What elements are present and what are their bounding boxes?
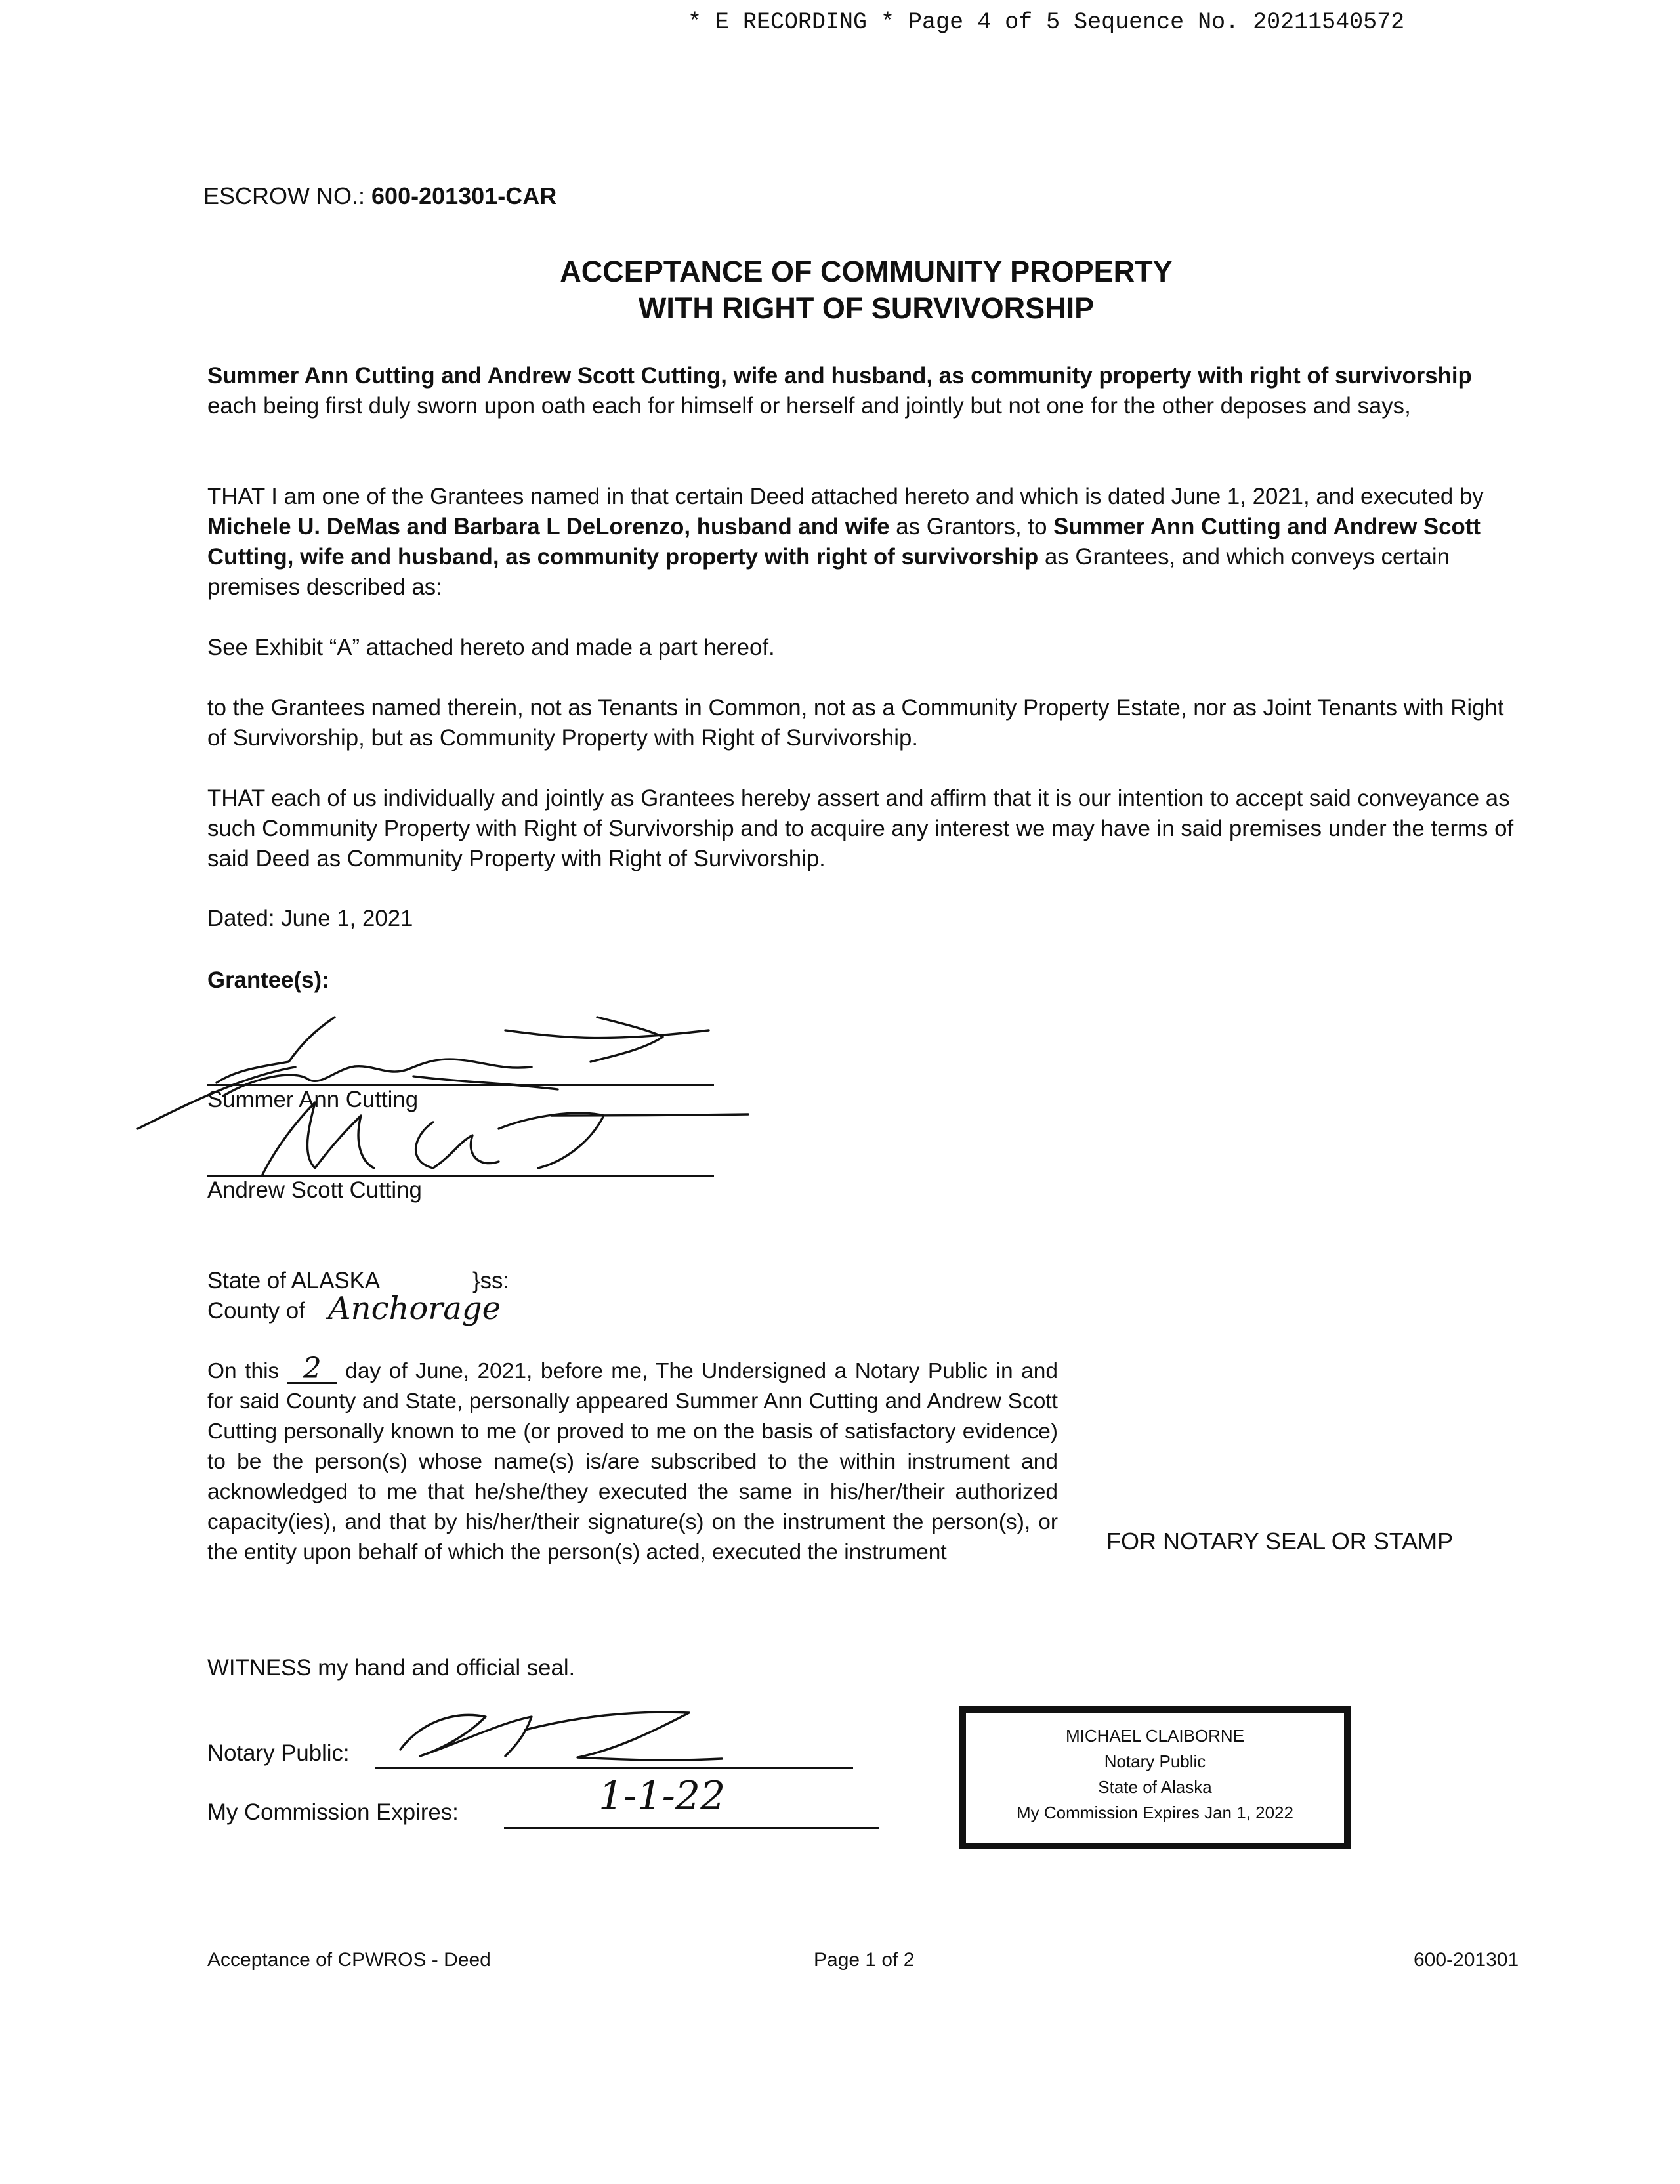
grantee-paragraph <box>207 482 1519 602</box>
signer-name-2: Andrew Scott Cutting <box>207 1177 422 1203</box>
notary-stamp <box>959 1706 1351 1849</box>
commission-label: My Commission Expires: <box>207 1799 459 1825</box>
intention-paragraph: THAT each of us individually and jointly as Grantees hereby assert and affirm that it is our intention to accept said conveyance as such Community Property with Right of Survivorship and to acquire any interest we may have in said premises under the terms of said Deed as Community Property with Right of Survivorship. <box>207 786 1514 872</box>
venue-ss: }ss: <box>472 1268 510 1293</box>
para2-text-3: as Grantees, and which conveys certain premises described as: <box>207 544 1450 600</box>
escrow-label: ESCROW NO.: <box>203 182 366 209</box>
signature-andrew-cutting <box>236 1089 761 1181</box>
escrow-number <box>203 182 556 210</box>
acknowledgment-text: day of June, 2021, before me, The Undersigned a Notary Public in and for said County and State, personally appeared Summer Ann Cutting and Andrew Scott Cutting personally known to me (or proved to me on the basis of satisfactory evidence) to be the person(s) whose name(s) is/are subscribed to the within instrument and acknowledged to me that he/she/they executed the same in his/her/their authorized capacity(ies), and that by his/her/their signature(s) on the instrument the person(s), or the entity upon behalf of which the person(s) acted, executed the instrument <box>207 1359 1058 1564</box>
acknowledgment-paragraph <box>207 1352 1058 1568</box>
signature-line-2 <box>207 1175 714 1177</box>
intro-text: each being first duly sworn upon oath each for himself or herself and jointly but not one for the other deposes and says, <box>207 393 1411 419</box>
commission-line <box>504 1827 879 1829</box>
recording-header: * E RECORDING * Page 4 of 5 Sequence No. 20211540572 <box>688 9 1405 35</box>
notary-signature-line <box>375 1767 853 1769</box>
footer-file-number: 600-201301 <box>1414 1949 1519 1971</box>
signer-name-1: Summer Ann Cutting <box>207 1087 419 1112</box>
notary-signature <box>381 1697 748 1769</box>
para2-text-2: as Grantors, to <box>889 514 1054 539</box>
grantees-label: Grantee(s): <box>207 967 329 993</box>
para2-text-1: THAT I am one of the Grantees named in that certain Deed attached hereto and which is dated June 1, 2021, and executed by <box>207 484 1484 509</box>
document-title <box>0 253 1680 327</box>
day-handwritten: 2 <box>287 1356 337 1384</box>
exhibit-paragraph: See Exhibit “A” attached hereto and made a part hereof. <box>207 635 775 660</box>
stamp-state: State of Alaska <box>1098 1777 1212 1797</box>
stamp-title: Notary Public <box>1104 1752 1206 1771</box>
dated-line: Dated: June 1, 2021 <box>207 906 413 931</box>
title-line-1: ACCEPTANCE OF COMMUNITY PROPERTY <box>560 255 1173 288</box>
escrow-value: 600-201301-CAR <box>371 182 557 209</box>
stamp-expires: My Commission Expires Jan 1, 2022 <box>1017 1803 1293 1822</box>
notary-public-label: Notary Public: <box>207 1740 350 1766</box>
witness-line: WITNESS my hand and official seal. <box>207 1655 576 1681</box>
title-line-2: WITH RIGHT OF SURVIVORSHIP <box>638 291 1095 325</box>
on-this-text: On this <box>207 1359 280 1383</box>
county-handwritten: Anchorage <box>328 1290 501 1327</box>
tenancy-paragraph: to the Grantees named therein, not as Tenants in Common, not as a Community Property Estate, nor as Joint Tenants with Right of Survivorship, but as Community Property with Right of Survivorship. <box>207 695 1504 751</box>
seal-label: FOR NOTARY SEAL OR STAMP <box>1106 1528 1454 1555</box>
grantors-names: Michele U. DeMas and Barbara L DeLorenzo, husband and wife <box>207 514 890 539</box>
venue-state: State of ALASKA <box>207 1268 381 1293</box>
grantees-names: Summer Ann Cutting and Andrew Scott Cutting, wife and husband, as community property with right of survivorship <box>207 514 1480 570</box>
intro-parties: Summer Ann Cutting and Andrew Scott Cutting, wife and husband, as community property with right of survivorship <box>207 363 1472 388</box>
venue-county-label: County of <box>207 1298 305 1324</box>
footer-page-number: Page 1 of 2 <box>814 1949 915 1971</box>
signature-line-1 <box>207 1084 714 1086</box>
commission-handwritten: 1-1-22 <box>598 1773 726 1819</box>
intro-paragraph <box>207 361 1519 421</box>
footer-document-name: Acceptance of CPWROS - Deed <box>207 1949 491 1971</box>
stamp-name: MICHAEL CLAIBORNE <box>1065 1726 1245 1746</box>
